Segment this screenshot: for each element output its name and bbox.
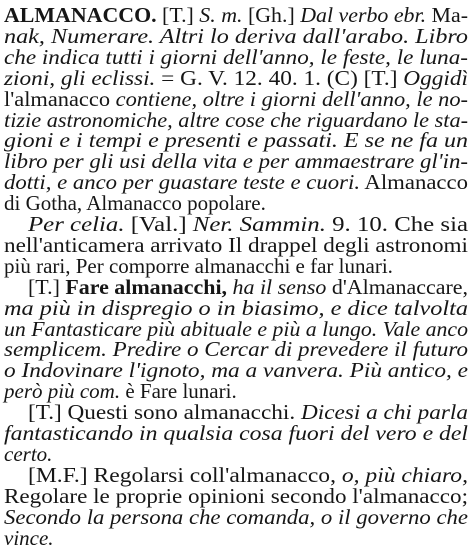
entry-line-text [28,276,468,299]
italic-run: però più com. [4,380,126,404]
bold-run: ALMANACCO. [4,4,151,27]
entry-line-text [4,506,468,529]
italic-run: che indica tutti i giorni dell'anno, le feste, le luna- [4,45,469,69]
italic-run: Oggidì [403,66,462,90]
italic-run: dotti, e anco per guastare teste e cuori. [4,171,333,195]
entry-line-text [4,338,468,361]
roman-run: [T.] [156,4,198,27]
entry-line-text [4,485,468,508]
entry-line-text [4,4,468,27]
italic-run: Ner. Sammin. [192,213,306,236]
entry-line-text [27,213,469,236]
roman-run: [M.F.] Regolarsi coll'almanacco, [28,463,308,487]
italic-run: o, più chiaro, [341,463,455,487]
italic-run: vince. [4,526,54,550]
entry-line-text [4,129,468,152]
roman-run: l'almanacco [4,87,109,111]
italic-run: fantasticando in qualsia cosa fuori del vero e del [4,422,469,445]
roman-run: [Val.] [124,213,183,236]
roman-run: = G. V. 12. 40. 1. (C) [T.] [155,66,379,90]
entry-line-text [4,443,52,466]
italic-run: Dicesi a chi parla [300,401,453,425]
roman-run: è Fare lunari. [125,380,237,404]
entry-line-text [4,318,468,341]
italic-run: S. m. [199,4,241,27]
italic-run: Dal verbo ebr. [300,4,421,27]
italic-run: nak, [4,24,45,48]
entry-line-text [4,171,468,194]
entry-line-text [4,150,468,173]
roman-run: [Gh.] [242,4,298,27]
roman-run: più rari, Per comporre almanacchi e far lunari. [4,254,393,278]
entry-line-text [4,527,54,550]
entry-line-text [4,255,393,278]
entry-line-graphic [0,527,475,551]
roman-run: Regolare le proprie opinioni secondo l'almanacco; [4,484,468,508]
entry-line-text [4,192,266,215]
bold-run: Fare almanacchi, [65,275,221,299]
entry-line-text [28,464,468,487]
roman-run: [T.] [28,275,64,299]
italic-run: Per celia. [28,213,110,236]
italic-run: zioni, gli eclissi. [4,66,141,90]
italic-run: certo. [4,442,53,466]
roman-run: nell'anticamera arrivato Il drappel degli astronomi [4,233,469,257]
entry-line-text [4,25,468,48]
roman-run: d'Almanaccare, [331,275,463,299]
italic-run: semplicem. Predire o Cercar di prevedere il futuro [4,338,468,362]
italic-run: o Indovinare l'ignoto, ma a vanvera. Più antico, e [4,359,468,383]
entry-line-text [2,380,237,403]
entry-line-text [4,46,468,69]
italic-run: ha il senso [227,275,328,299]
italic-run: contiene, oltre i giorni dell'anno, le no- [115,87,446,111]
entry-line-text [28,401,468,424]
italic-run: Numerare. Altri lo deriva dall'arabo. Libro [50,24,414,48]
roman-run: Ma- [426,4,467,27]
entry-line-text [4,88,468,111]
italic-run: gioni e i tempi e presenti e passati. E se ne fa un [4,129,469,153]
roman-run: [T.] [28,401,64,425]
entry-line-text [4,422,468,445]
entry-line-text [4,359,468,382]
entry-line [0,527,475,551]
entry-line-text [4,297,468,320]
italic-run: ma più in dispregio o in biasimo, e dice talvolta [4,296,468,320]
italic-run: libro per gli usi della vita e per ammaestrare gl'in- [4,150,468,174]
roman-run: Almanacco [360,171,460,195]
italic-run: Secondo la persona che comanda, o il governo che [4,505,468,529]
roman-run: 9. 10. Che sia [325,213,447,236]
entry-line-text [4,234,468,257]
entry-line-text [3,67,468,90]
italic-run: tizie astronomiche, altre cose che riguardano le sta- [4,108,469,132]
roman-run: Questi sono almanacchi. [67,401,279,425]
italic-run: un Fantasticare più abituale e più a lungo. Vale anco [4,317,468,341]
entry-line-text [4,109,468,132]
roman-run: di Gotha, Almanacco popolare. [4,192,266,216]
